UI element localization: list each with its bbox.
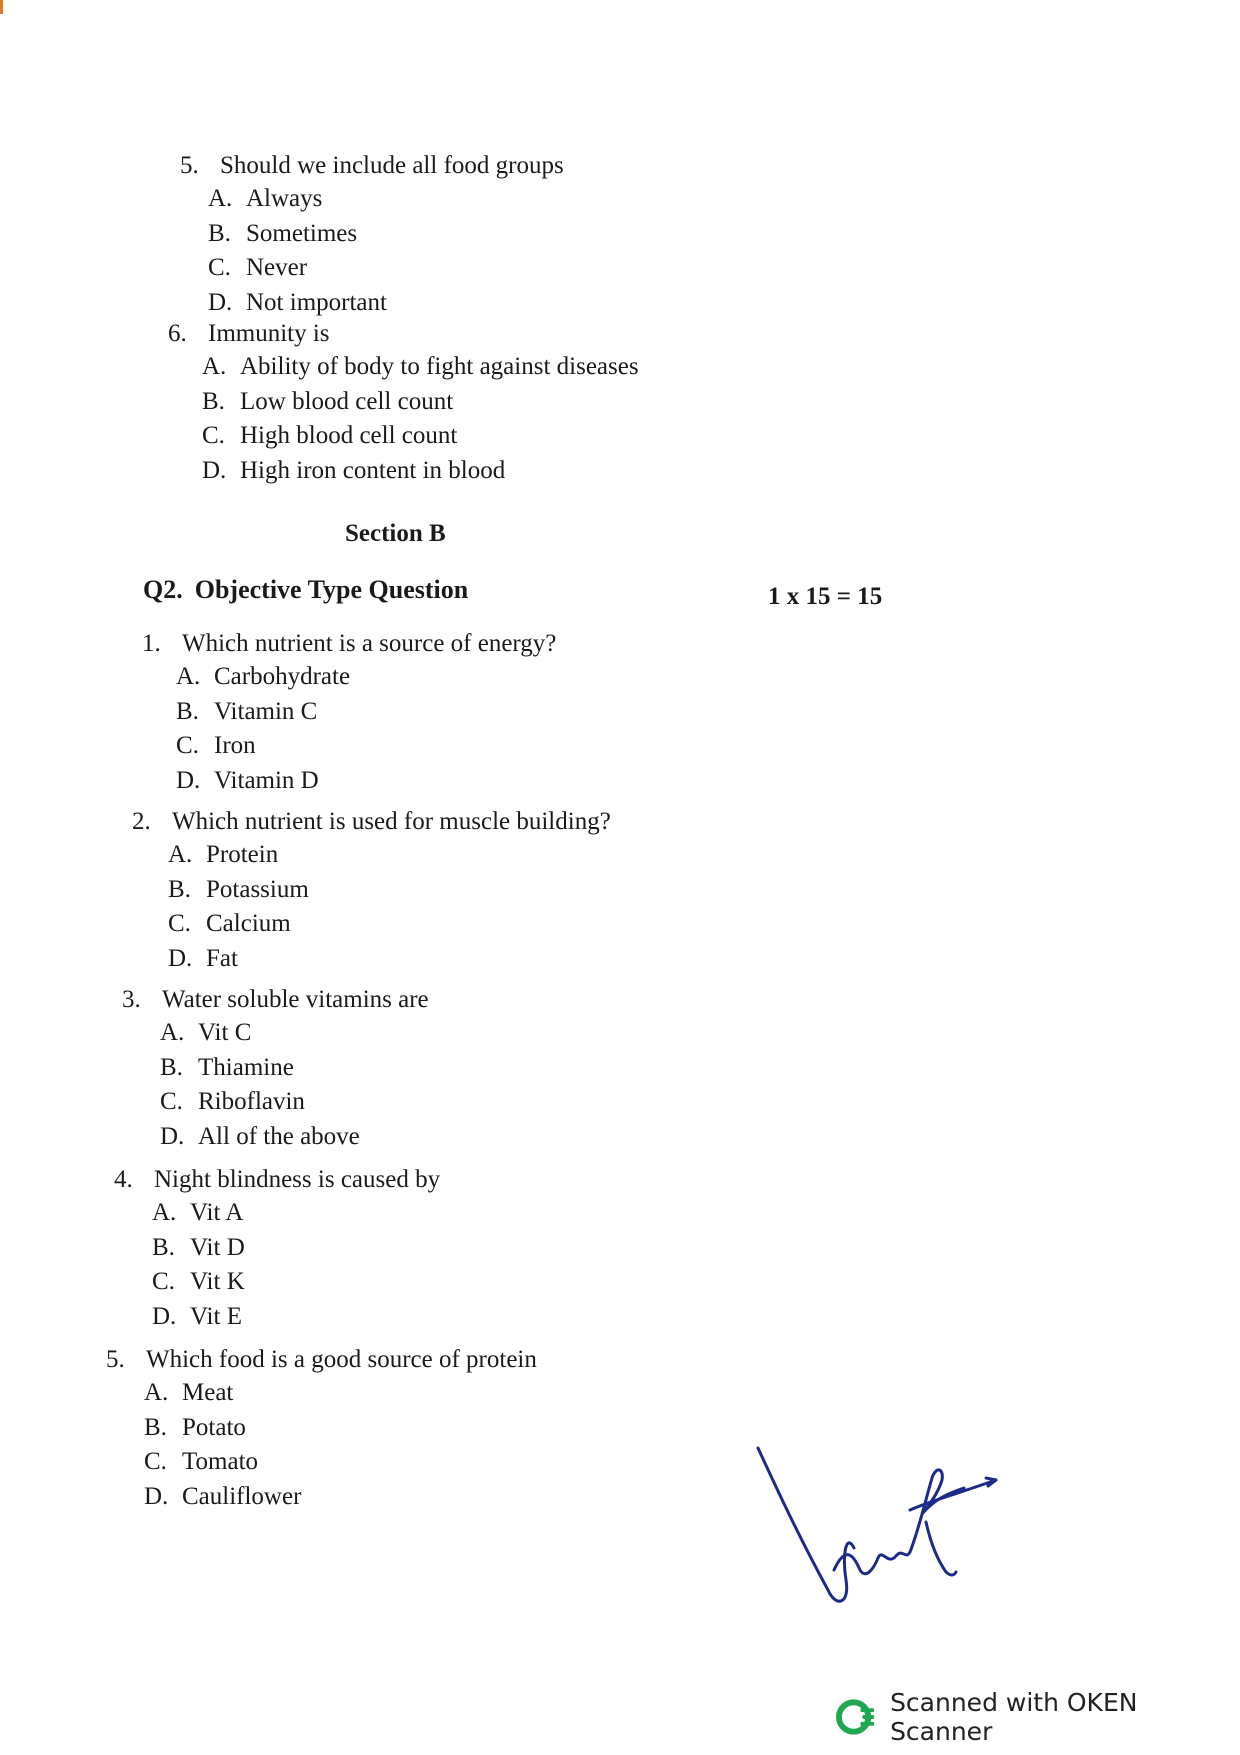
option-d: [176, 764, 556, 799]
oken-scanner-logo-icon: [835, 1695, 878, 1739]
option-letter: D.: [202, 456, 227, 484]
option-a: [144, 1376, 537, 1411]
options-list: [168, 838, 611, 976]
option-text: Carbohydrate: [214, 663, 351, 690]
option-d: [168, 942, 611, 977]
option-letter: C.: [152, 1268, 175, 1295]
option-text: Vit A: [190, 1199, 244, 1226]
option-c: [176, 729, 556, 764]
question-text: Should we include all food groups: [220, 152, 564, 179]
option-d: [152, 1300, 440, 1335]
options-list: [144, 1376, 537, 1514]
q2-number: Q2.: [143, 575, 183, 604]
question-text: Night blindness is caused by: [154, 1166, 441, 1193]
option-d: [208, 286, 564, 321]
question-number: 4.: [114, 1166, 133, 1193]
option-letter: D.: [208, 288, 233, 316]
section-title: Section B: [345, 520, 446, 547]
option-letter: D.: [160, 1122, 185, 1150]
question-a6: [168, 318, 639, 488]
option-b: [176, 695, 556, 730]
question-text: Which food is a good source of protein: [146, 1346, 537, 1373]
option-text: Protein: [206, 841, 279, 868]
scanner-footer: [835, 1688, 1240, 1746]
option-text: Riboflavin: [198, 1088, 305, 1115]
option-letter: C.: [168, 910, 191, 937]
option-a: [176, 660, 556, 695]
option-c: [144, 1445, 537, 1480]
option-text: Thiamine: [198, 1053, 294, 1081]
option-b: [152, 1231, 440, 1266]
option-text: Sometimes: [246, 219, 358, 247]
option-text: Potassium: [206, 875, 309, 903]
question-line: [114, 1164, 440, 1196]
question-text: Which nutrient is a source of energy?: [182, 630, 557, 657]
option-letter: C.: [144, 1448, 167, 1475]
question-number: 5.: [180, 152, 199, 179]
q2-heading: [143, 575, 468, 605]
option-letter: B.: [168, 875, 191, 903]
option-letter: C.: [160, 1088, 183, 1115]
option-b: [144, 1411, 537, 1446]
option-a: [168, 838, 611, 873]
question-number: 6.: [168, 320, 187, 347]
question-a5: [180, 150, 564, 320]
question-text: Immunity is: [208, 320, 330, 347]
option-letter: C.: [202, 422, 225, 449]
question-line: [168, 318, 639, 350]
option-text: Meat: [182, 1379, 234, 1406]
option-text: Tomato: [182, 1448, 259, 1475]
handwritten-signature-icon: [750, 1440, 1010, 1620]
option-letter: A.: [176, 663, 201, 690]
options-list: [208, 182, 564, 320]
option-letter: B.: [176, 697, 199, 725]
option-a: [208, 182, 564, 217]
option-text: Fat: [206, 944, 238, 972]
option-letter: A.: [160, 1019, 185, 1046]
option-letter: D.: [152, 1302, 177, 1330]
scanner-watermark-text: Scanned with OKEN Scanner: [890, 1688, 1138, 1746]
option-text: Vitamin C: [214, 697, 318, 725]
option-text: Vitamin D: [214, 766, 319, 794]
option-letter: B.: [152, 1233, 175, 1261]
option-text: Potato: [182, 1413, 246, 1441]
question-line: [106, 1344, 537, 1376]
option-text: High iron content in blood: [240, 456, 506, 484]
options-list: [160, 1016, 429, 1154]
question-b3: [122, 984, 429, 1154]
option-letter: C.: [208, 254, 231, 281]
option-a: [152, 1196, 440, 1231]
option-text: Iron: [214, 732, 256, 759]
option-text: Not important: [246, 288, 387, 316]
option-text: All of the above: [198, 1122, 360, 1150]
question-text: Which nutrient is used for muscle building?: [172, 808, 611, 835]
question-number: 2.: [132, 808, 151, 835]
option-letter: B.: [208, 219, 231, 247]
option-d: [160, 1120, 429, 1155]
option-letter: A.: [144, 1379, 169, 1406]
question-line: [122, 984, 429, 1016]
option-c: [208, 251, 564, 286]
option-c: [160, 1085, 429, 1120]
option-text: Always: [246, 185, 323, 212]
options-list: [202, 350, 639, 488]
question-line: [132, 806, 611, 838]
option-letter: A.: [152, 1199, 177, 1226]
option-text: Low blood cell count: [240, 387, 454, 415]
option-text: Calcium: [206, 910, 291, 937]
option-d: [144, 1480, 537, 1515]
option-letter: A.: [202, 353, 227, 380]
option-c: [168, 907, 611, 942]
options-list: [152, 1196, 440, 1334]
option-b: [160, 1051, 429, 1086]
question-number: 3.: [122, 986, 141, 1013]
question-line: [142, 628, 556, 660]
question-text: Water soluble vitamins are: [162, 986, 429, 1013]
option-letter: A.: [208, 185, 233, 212]
option-text: Cauliflower: [182, 1482, 302, 1510]
option-text: Vit D: [190, 1233, 245, 1261]
option-letter: B.: [202, 387, 225, 415]
option-a: [202, 350, 639, 385]
option-text: Never: [246, 254, 308, 281]
option-letter: C.: [176, 732, 199, 759]
option-d: [202, 454, 639, 489]
option-letter: B.: [144, 1413, 167, 1441]
option-b: [168, 873, 611, 908]
option-letter: D.: [168, 944, 193, 972]
option-text: Ability of body to fight against diseases: [240, 353, 639, 380]
question-b4: [114, 1164, 440, 1334]
option-text: High blood cell count: [240, 422, 458, 449]
marks-allocation: 1 x 15 = 15: [768, 583, 883, 610]
option-c: [152, 1265, 440, 1300]
option-c: [202, 419, 639, 454]
q2-title: Objective Type Question: [194, 575, 469, 604]
option-letter: D.: [144, 1482, 169, 1510]
option-letter: D.: [176, 766, 201, 794]
option-text: Vit E: [190, 1302, 242, 1330]
options-list: [176, 660, 556, 798]
question-b2: [132, 806, 611, 976]
option-b: [208, 217, 564, 252]
option-b: [202, 385, 639, 420]
question-number: 1.: [142, 630, 161, 657]
scan-edge-mark: [0, 0, 3, 14]
question-b1: [142, 628, 556, 798]
option-letter: A.: [168, 841, 193, 868]
option-letter: B.: [160, 1053, 183, 1081]
question-number: 5.: [106, 1346, 125, 1373]
option-text: Vit K: [190, 1268, 245, 1295]
question-line: [180, 150, 564, 182]
option-a: [160, 1016, 429, 1051]
question-b5: [106, 1344, 537, 1514]
option-text: Vit C: [198, 1019, 252, 1046]
